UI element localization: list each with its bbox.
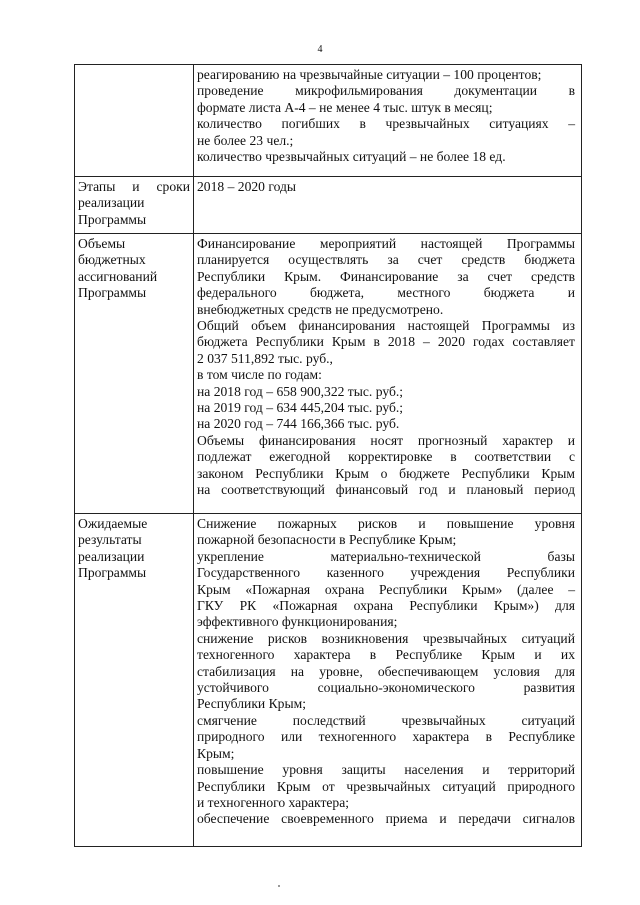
row-label-line: бюджетных <box>78 252 146 268</box>
row-content-line: повышение уровня защиты населения и территорий <box>197 762 575 778</box>
row-content-line: количество чрезвычайных ситуаций – не более 18 ед. <box>197 149 506 165</box>
row-content-line: пожарной безопасности в Республике Крым; <box>197 532 457 548</box>
row-label-line: Ожидаемые <box>78 516 148 531</box>
row-label-cell <box>75 65 194 177</box>
row-content-line: подлежат ежегодной корректировке в соответствии с <box>197 449 575 465</box>
row-content-line: на 2020 год – 744 166,366 тыс. руб. <box>197 416 400 432</box>
row-content-line: формате листа А-4 – не менее 4 тыс. штук в месяц; <box>197 99 493 115</box>
row-content-line: снижение рисков возникновения чрезвычайных ситуаций <box>197 630 575 646</box>
row-content-line: реагированию на чрезвычайные ситуации – 100 процентов; <box>197 67 542 82</box>
row-label-line: Программы <box>78 285 147 301</box>
table-row <box>75 514 582 847</box>
row-content-cell <box>194 177 582 234</box>
row-label-line: Программы <box>78 211 147 227</box>
row-content-line: Республики Крым от чрезвычайных ситуаций природного <box>197 778 575 794</box>
row-content-line: Снижение пожарных рисков и повышение уровня <box>197 516 575 531</box>
program-passport-table <box>74 64 582 847</box>
row-content-line: обеспечение своевременного приема и передачи сигналов <box>197 811 575 827</box>
row-label-line: реализации <box>78 548 145 564</box>
row-label-line: Объемы <box>78 236 126 251</box>
row-content-line: укрепление материально-технической базы <box>197 548 575 564</box>
row-content-line: и техногенного характера; <box>197 794 350 810</box>
row-content-line: на соответствующий финансовый год и плановый период <box>197 482 575 498</box>
row-content-line: на 2019 год – 634 445,204 тыс. руб.; <box>197 400 404 416</box>
page-number: 4 <box>317 44 323 55</box>
row-content-line: не более 23 чел.; <box>197 132 294 148</box>
row-content-line: 2 037 511,892 тыс. руб., <box>197 350 333 366</box>
row-content-line: на 2018 год – 658 900,322 тыс. руб.; <box>197 383 404 399</box>
row-content-line: внебюджетных средств не предусмотрено. <box>197 301 444 317</box>
row-content-line: эффективного функционирования; <box>197 614 398 630</box>
row-label-line: Этапы и сроки <box>78 179 190 194</box>
row-content-line: техногенного характера в Республике Крым и их <box>197 647 575 663</box>
row-label-line: ассигнований <box>78 268 158 284</box>
row-content-line: Республики Крым; <box>197 696 306 712</box>
row-content-line: количество погибших в чрезвычайных ситуациях – <box>197 116 575 132</box>
row-content-line: 2018 – 2020 годы <box>197 179 297 194</box>
row-content-cell <box>194 234 582 514</box>
row-content-line: стабилизация на уровне, обеспечивающем условия для <box>197 663 575 679</box>
row-content-line: Объемы финансирования носят прогнозный характер и <box>197 432 575 448</box>
table-row <box>75 234 582 514</box>
row-content-cell <box>194 514 582 847</box>
row-content-line: Финансирование мероприятий настоящей Программы <box>197 236 575 251</box>
row-content-line: в том числе по годам: <box>197 367 322 383</box>
row-content-line: проведение микрофильмирования документации в <box>197 83 575 99</box>
row-label-line: результаты <box>78 532 142 548</box>
row-label-line: Программы <box>78 565 147 581</box>
row-content-line: Крым; <box>197 745 235 761</box>
row-content-line: природного или техногенного характера в Республике <box>197 729 575 745</box>
row-content-line: ГКУ РК «Пожарная охрана Республики Крым») для <box>197 598 575 614</box>
row-content-line: планируется осуществлять за счет средств бюджета <box>197 252 575 268</box>
row-content-cell <box>194 65 582 177</box>
scan-artifact <box>278 885 280 887</box>
row-label-line: реализации <box>78 195 145 211</box>
row-label-cell <box>75 234 194 514</box>
row-content-line: законом Республики Крым о бюджете Республики Крым <box>197 465 575 481</box>
row-content-line: Республики Крым. Финансирование за счет средств <box>197 268 575 284</box>
row-content-line: Общий объем финансирования настоящей Программы из <box>197 318 575 334</box>
row-content-line: устойчивого социально-экономического развития <box>197 680 575 696</box>
row-label-cell <box>75 514 194 847</box>
row-content-line: федерального бюджета, местного бюджета и <box>197 285 575 301</box>
row-content-line: смягчение последствий чрезвычайных ситуаций <box>197 712 575 728</box>
row-label-cell <box>75 177 194 234</box>
row-content-line: Крым «Пожарная охрана Республики Крым» (далее – <box>197 581 575 597</box>
row-content-line: Государственного казенного учреждения Республики <box>197 565 575 581</box>
table-row <box>75 177 582 234</box>
table-row <box>75 65 582 177</box>
row-content-line: бюджета Республики Крым в 2018 – 2020 годах составляет <box>197 334 575 350</box>
